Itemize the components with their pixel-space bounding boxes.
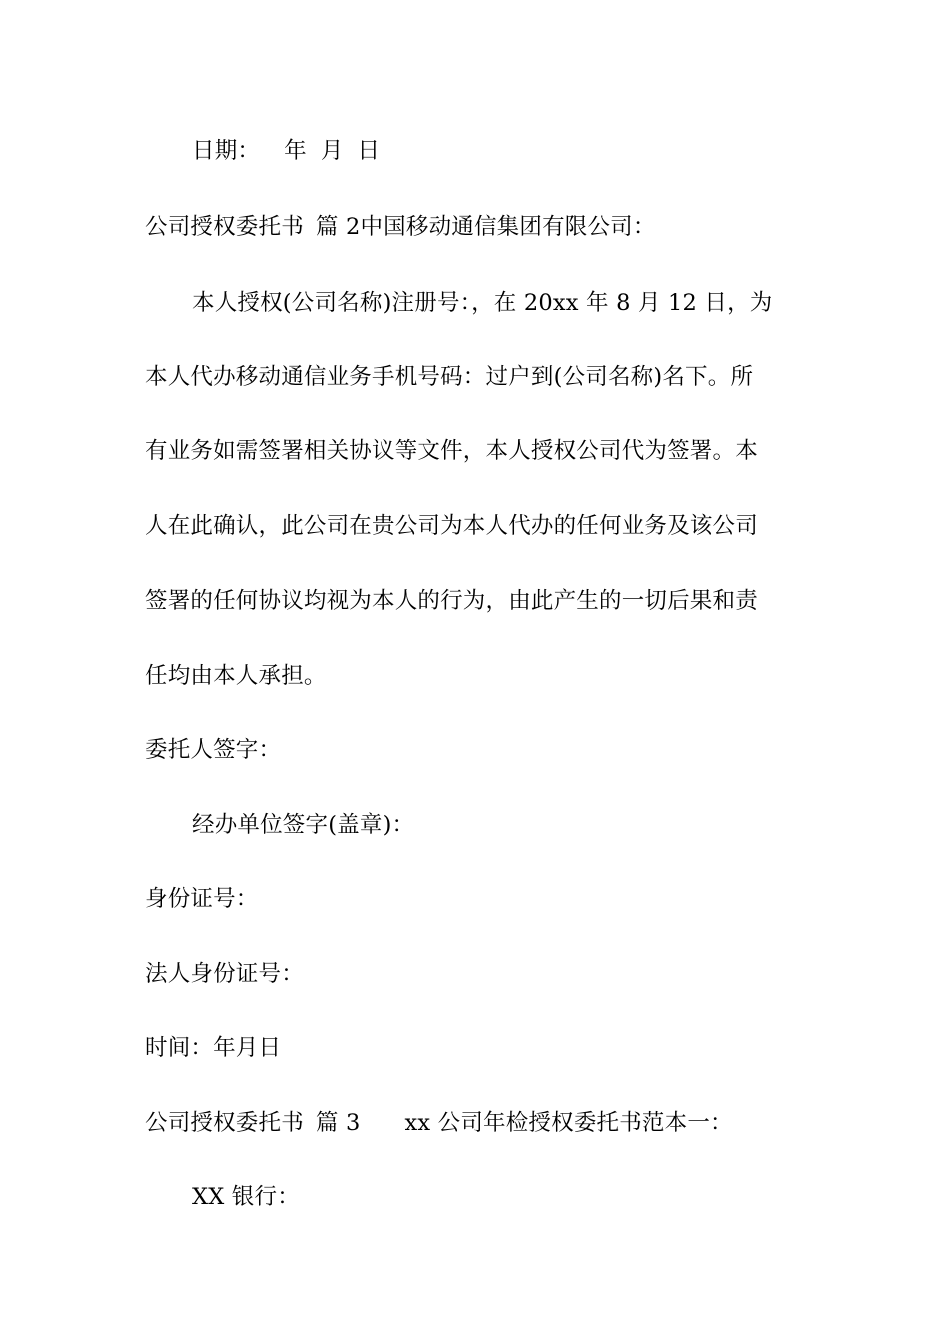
date-month: 月 bbox=[320, 138, 344, 164]
agency-signature-label: 经办单位签字(盖章)： bbox=[192, 812, 415, 838]
section2-addressee: 中国移动通信集团有限公司： bbox=[360, 214, 656, 240]
time-label: 时间：年月日 bbox=[145, 1035, 282, 1061]
section2-heading bbox=[145, 212, 810, 242]
bank-addressee: XX 银行： bbox=[192, 1184, 300, 1210]
paragraph-line-1: 本人授权(公司名称)注册号：，在 20xx 年 8 月 12 日，为 bbox=[192, 290, 773, 316]
paragraph-line-4: 人在此确认，此公司在贵公司为本人代办的任何业务及该公司 bbox=[145, 513, 758, 539]
date-line bbox=[192, 136, 810, 166]
legal-id-number-label: 法人身份证号： bbox=[145, 961, 304, 987]
date-label: 日期： bbox=[192, 138, 261, 164]
client-signature-label: 委托人签字： bbox=[145, 737, 282, 763]
date-year: 年 bbox=[284, 138, 307, 164]
paragraph-line-5: 签署的任何协议均视为本人的行为，由此产生的一切后果和责 bbox=[145, 588, 758, 614]
date-day: 日 bbox=[357, 138, 381, 164]
section2-part: 篇 2 bbox=[315, 214, 361, 240]
id-number-label: 身份证号： bbox=[145, 886, 259, 912]
section2-title: 公司授权委托书 bbox=[145, 214, 304, 240]
section3-title: 公司授权委托书 bbox=[145, 1110, 304, 1136]
section3-part: 篇 3 bbox=[315, 1110, 361, 1136]
paragraph-line-6: 任均由本人承担。 bbox=[145, 663, 327, 689]
paragraph-line-2: 本人代办移动通信业务手机号码：过户到(公司名称)名下。所 bbox=[145, 364, 754, 390]
paragraph-line-3: 有业务如需签署相关协议等文件，本人授权公司代为签署。本 bbox=[145, 438, 758, 464]
section3-heading bbox=[145, 1108, 810, 1138]
section3-subtitle: xx 公司年检授权委托书范本一： bbox=[404, 1110, 733, 1136]
